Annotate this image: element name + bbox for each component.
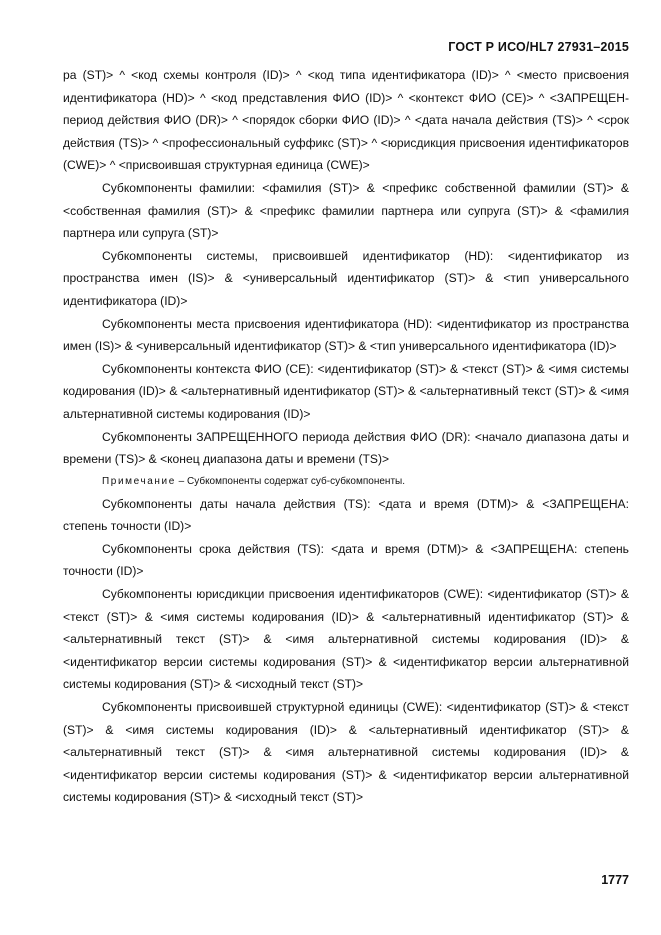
note-text: – Субкомпоненты содержат суб-субкомпоненты. [175,475,405,487]
paragraph-effective-date-subcomponents: Субкомпоненты даты начала действия (TS): <дата и время (DTM)> & <ЗАПРЕЩЕНА: степень точности (ID)> [63,496,629,534]
paragraph-name-validity-range-subcomponents: Субкомпоненты ЗАПРЕЩЕННОГО периода действия ФИО (DR): <начало диапазона даты и времени (TS)> & <конец диапазона даты и времени (TS)> [63,429,629,467]
paragraph-continuation: ра (ST)> ^ <код схемы контроля (ID)> ^ <код типа идентификатора (ID)> ^ <место присвоения идентификатора (HD)> ^ <код представления ФИО (ID)> ^ <контекст ФИО (CE)> ^ <ЗАПРЕЩЕН-период действия ФИО (DR)> ^ <порядок сборки ФИО (ID)> ^ <дата начала действия (TS)> ^ <срок действия (TS)> ^ <профессиональный суффикс (ST)> ^ <юрисдикция присвоения идентификаторов (CWE)> ^ <присвоившая структурная единица (CWE)> [63,68,629,173]
paragraph-name-context-subcomponents: Субкомпоненты контекста ФИО (CE): <идентификатор (ST)> & <текст (ST)> & <имя системы кодирования (ID)> & <альтернативный идентификатор (ST)> & <альтернативный текст (ST)> & <имя альтернативной системы кодирования (ID)> [63,361,629,421]
note-label: Примечание [102,475,176,487]
note [63,471,629,493]
paragraph-assigning-agency-subcomponents: Субкомпоненты присвоившей структурной единицы (CWE): <идентификатор (ST)> & <текст (ST)> & <имя системы кодирования (ID)> & <альтернативный идентификатор (ST)> & <альтернативный текст (ST)> & <имя альтернативной системы кодирования (ID)> & <идентификатор версии системы кодирования (ST)> & <идентификатор версии альтернативной системы кодирования (ST)> & <исходный текст (ST)> [63,700,629,805]
document-header: ГОСТ Р ИСО/HL7 27931–2015 [448,40,629,54]
paragraph-expiration-date-subcomponents: Субкомпоненты срока действия (TS): <дата и время (DTM)> & <ЗАПРЕЩЕНА: степень точности (ID)> [63,541,629,579]
page-number: 1777 [601,873,629,887]
paragraph-assigning-authority-subcomponents: Субкомпоненты системы, присвоившей идентификатор (HD): <идентификатор из пространства имен (IS)> & <универсальный идентификатор (ST)> & <тип универсального идентификатора (ID)> [63,248,629,308]
document-body [63,64,629,809]
paragraph-surname-subcomponents: Субкомпоненты фамилии: <фамилия (ST)> & <префикс собственной фамилии (ST)> & <собственная фамилия (ST)> & <префикс фамилии партнера или супруга (ST)> & <фамилия партнера или супруга (ST)> [63,180,629,241]
paragraph-assigning-jurisdiction-subcomponents: Субкомпоненты юрисдикции присвоения идентификаторов (CWE): <идентификатор (ST)> & <текст (ST)> & <имя системы кодирования (ID)> & <альтернативный идентификатор (ST)> & <альтернативный текст (ST)> & <имя альтернативной системы кодирования (ID)> & <идентификатор версии системы кодирования (ST)> & <идентификатор версии альтернативной системы кодирования (ST)> & <исходный текст (ST)> [63,587,629,692]
paragraph-assigning-facility-subcomponents: Субкомпоненты места присвоения идентификатора (HD): <идентификатор из пространства имен (IS)> & <универсальный идентификатор (ST)> & <тип универсального идентификатора (ID)> [63,316,629,354]
